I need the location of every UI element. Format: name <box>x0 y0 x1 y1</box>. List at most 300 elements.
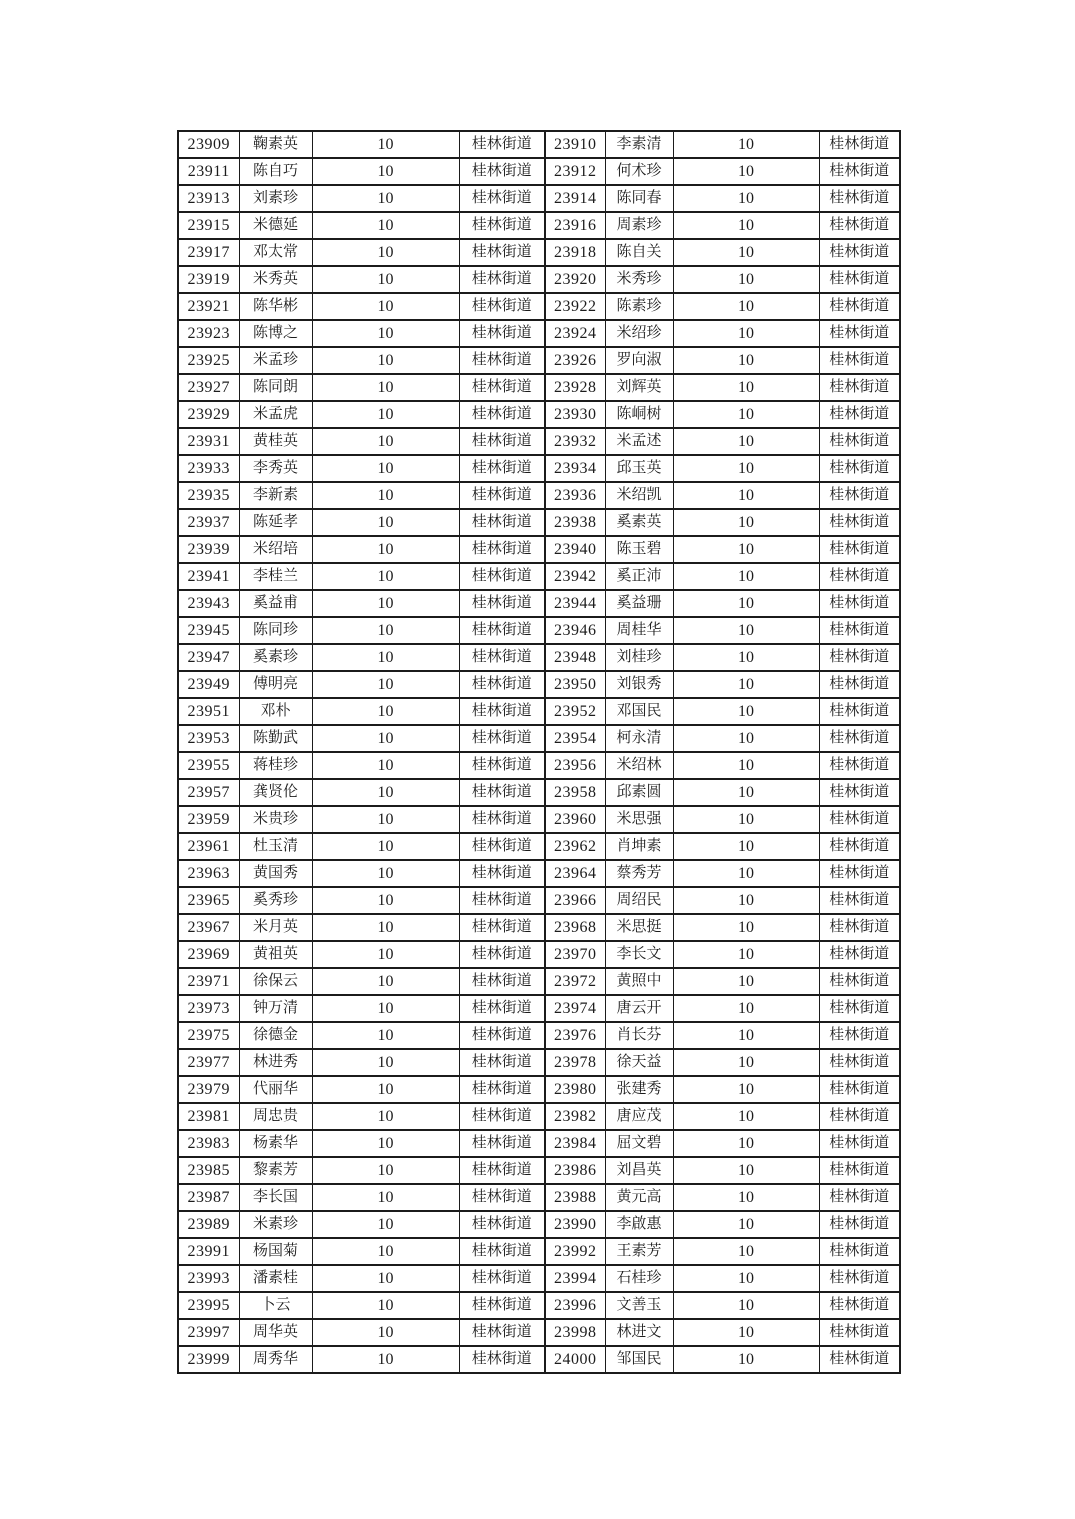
cell-right-score: 10 <box>673 779 819 806</box>
cell-right-id: 23976 <box>545 1022 605 1049</box>
cell-right-id: 23988 <box>545 1184 605 1211</box>
cell-right-street: 桂林街道 <box>819 401 900 428</box>
table-row <box>178 266 900 293</box>
cell-right-score: 10 <box>673 482 819 509</box>
cell-left-street: 桂林街道 <box>459 671 545 698</box>
cell-right-name: 唐应茂 <box>605 1103 673 1130</box>
cell-left-name: 杜玉清 <box>239 833 312 860</box>
cell-left-id: 23927 <box>178 374 239 401</box>
cell-left-name: 陈延孝 <box>239 509 312 536</box>
cell-left-name: 黄桂英 <box>239 428 312 455</box>
cell-left-street: 桂林街道 <box>459 212 545 239</box>
cell-left-id: 23933 <box>178 455 239 482</box>
cell-left-name: 李长国 <box>239 1184 312 1211</box>
cell-left-street: 桂林街道 <box>459 698 545 725</box>
table-row <box>178 131 900 158</box>
cell-left-id: 23911 <box>178 158 239 185</box>
cell-right-score: 10 <box>673 995 819 1022</box>
cell-right-street: 桂林街道 <box>819 590 900 617</box>
cell-left-street: 桂林街道 <box>459 968 545 995</box>
table-row <box>178 833 900 860</box>
cell-right-street: 桂林街道 <box>819 374 900 401</box>
cell-left-street: 桂林街道 <box>459 563 545 590</box>
cell-left-name: 黎素芳 <box>239 1157 312 1184</box>
cell-right-id: 23920 <box>545 266 605 293</box>
cell-left-name: 米绍培 <box>239 536 312 563</box>
cell-left-name: 米秀英 <box>239 266 312 293</box>
cell-right-name: 邱玉英 <box>605 455 673 482</box>
cell-left-score: 10 <box>312 374 459 401</box>
cell-left-id: 23991 <box>178 1238 239 1265</box>
cell-right-name: 米思强 <box>605 806 673 833</box>
table-row <box>178 509 900 536</box>
cell-left-score: 10 <box>312 1238 459 1265</box>
cell-left-score: 10 <box>312 185 459 212</box>
table-row <box>178 347 900 374</box>
cell-right-id: 23934 <box>545 455 605 482</box>
cell-right-street: 桂林街道 <box>819 725 900 752</box>
cell-left-name: 米孟虎 <box>239 401 312 428</box>
cell-left-name: 奚素珍 <box>239 644 312 671</box>
cell-left-street: 桂林街道 <box>459 644 545 671</box>
cell-right-street: 桂林街道 <box>819 860 900 887</box>
cell-left-name: 邓朴 <box>239 698 312 725</box>
cell-right-name: 陈玉碧 <box>605 536 673 563</box>
cell-left-street: 桂林街道 <box>459 779 545 806</box>
cell-right-name: 文善玉 <box>605 1292 673 1319</box>
cell-left-name: 杨素华 <box>239 1130 312 1157</box>
table-row <box>178 1319 900 1346</box>
cell-left-name: 蒋桂珍 <box>239 752 312 779</box>
cell-right-score: 10 <box>673 590 819 617</box>
table-row <box>178 1346 900 1373</box>
cell-left-score: 10 <box>312 1049 459 1076</box>
cell-left-id: 23997 <box>178 1319 239 1346</box>
cell-right-id: 23984 <box>545 1130 605 1157</box>
cell-right-score: 10 <box>673 1103 819 1130</box>
cell-right-id: 23990 <box>545 1211 605 1238</box>
cell-right-id: 23940 <box>545 536 605 563</box>
cell-left-street: 桂林街道 <box>459 1076 545 1103</box>
cell-right-name: 李素清 <box>605 131 673 158</box>
cell-right-street: 桂林街道 <box>819 1049 900 1076</box>
cell-right-street: 桂林街道 <box>819 482 900 509</box>
table-row <box>178 968 900 995</box>
cell-right-street: 桂林街道 <box>819 806 900 833</box>
cell-right-id: 23992 <box>545 1238 605 1265</box>
table-row <box>178 1022 900 1049</box>
cell-left-id: 23943 <box>178 590 239 617</box>
cell-right-name: 陈峒树 <box>605 401 673 428</box>
cell-right-score: 10 <box>673 1346 819 1373</box>
cell-right-street: 桂林街道 <box>819 1265 900 1292</box>
cell-left-name: 黄国秀 <box>239 860 312 887</box>
cell-left-street: 桂林街道 <box>459 428 545 455</box>
cell-right-id: 23944 <box>545 590 605 617</box>
table-row <box>178 563 900 590</box>
cell-left-name: 米素珍 <box>239 1211 312 1238</box>
cell-left-street: 桂林街道 <box>459 1103 545 1130</box>
cell-left-street: 桂林街道 <box>459 617 545 644</box>
cell-right-name: 米绍珍 <box>605 320 673 347</box>
cell-right-score: 10 <box>673 941 819 968</box>
cell-right-id: 23938 <box>545 509 605 536</box>
cell-left-street: 桂林街道 <box>459 1184 545 1211</box>
cell-left-score: 10 <box>312 212 459 239</box>
cell-left-id: 23945 <box>178 617 239 644</box>
cell-right-id: 23930 <box>545 401 605 428</box>
cell-left-score: 10 <box>312 1130 459 1157</box>
table-row <box>178 293 900 320</box>
cell-right-name: 邓国民 <box>605 698 673 725</box>
cell-left-name: 鞠素英 <box>239 131 312 158</box>
table-row <box>178 806 900 833</box>
cell-right-id: 23998 <box>545 1319 605 1346</box>
cell-right-street: 桂林街道 <box>819 1184 900 1211</box>
cell-right-score: 10 <box>673 1184 819 1211</box>
cell-right-id: 23996 <box>545 1292 605 1319</box>
cell-right-score: 10 <box>673 1211 819 1238</box>
table-row <box>178 779 900 806</box>
cell-right-score: 10 <box>673 374 819 401</box>
cell-right-name: 李长文 <box>605 941 673 968</box>
cell-right-street: 桂林街道 <box>819 1346 900 1373</box>
cell-left-score: 10 <box>312 1022 459 1049</box>
cell-right-street: 桂林街道 <box>819 455 900 482</box>
cell-right-name: 米绍凯 <box>605 482 673 509</box>
cell-right-score: 10 <box>673 968 819 995</box>
table-row <box>178 1184 900 1211</box>
cell-left-id: 23971 <box>178 968 239 995</box>
cell-right-score: 10 <box>673 158 819 185</box>
cell-right-street: 桂林街道 <box>819 914 900 941</box>
cell-right-street: 桂林街道 <box>819 347 900 374</box>
cell-left-score: 10 <box>312 752 459 779</box>
cell-right-name: 陈同春 <box>605 185 673 212</box>
cell-left-id: 23961 <box>178 833 239 860</box>
cell-right-score: 10 <box>673 725 819 752</box>
cell-right-id: 23918 <box>545 239 605 266</box>
cell-right-score: 10 <box>673 1130 819 1157</box>
cell-left-score: 10 <box>312 266 459 293</box>
cell-left-score: 10 <box>312 590 459 617</box>
cell-left-street: 桂林街道 <box>459 860 545 887</box>
cell-right-name: 周素珍 <box>605 212 673 239</box>
cell-right-name: 奚益珊 <box>605 590 673 617</box>
cell-right-street: 桂林街道 <box>819 266 900 293</box>
cell-left-score: 10 <box>312 347 459 374</box>
cell-right-score: 10 <box>673 887 819 914</box>
cell-left-street: 桂林街道 <box>459 887 545 914</box>
cell-left-name: 李桂兰 <box>239 563 312 590</box>
cell-left-id: 23917 <box>178 239 239 266</box>
cell-right-id: 23916 <box>545 212 605 239</box>
cell-left-name: 陈博之 <box>239 320 312 347</box>
cell-right-name: 张建秀 <box>605 1076 673 1103</box>
cell-left-score: 10 <box>312 887 459 914</box>
cell-left-id: 23931 <box>178 428 239 455</box>
cell-right-id: 23926 <box>545 347 605 374</box>
cell-left-name: 杨国菊 <box>239 1238 312 1265</box>
cell-right-score: 10 <box>673 131 819 158</box>
cell-left-id: 23973 <box>178 995 239 1022</box>
cell-right-id: 23986 <box>545 1157 605 1184</box>
cell-left-name: 米德延 <box>239 212 312 239</box>
table-row <box>178 887 900 914</box>
table-row <box>178 1076 900 1103</box>
table-row <box>178 1130 900 1157</box>
cell-left-id: 23975 <box>178 1022 239 1049</box>
cell-right-score: 10 <box>673 428 819 455</box>
cell-left-id: 23955 <box>178 752 239 779</box>
cell-left-name: 陈华彬 <box>239 293 312 320</box>
table-row <box>178 644 900 671</box>
cell-right-name: 米思挺 <box>605 914 673 941</box>
cell-left-street: 桂林街道 <box>459 914 545 941</box>
cell-right-id: 23922 <box>545 293 605 320</box>
cell-right-score: 10 <box>673 860 819 887</box>
cell-right-street: 桂林街道 <box>819 617 900 644</box>
cell-right-street: 桂林街道 <box>819 212 900 239</box>
cell-left-name: 林进秀 <box>239 1049 312 1076</box>
cell-right-name: 奚素英 <box>605 509 673 536</box>
table-row <box>178 1211 900 1238</box>
cell-left-id: 23959 <box>178 806 239 833</box>
cell-right-street: 桂林街道 <box>819 995 900 1022</box>
cell-left-name: 奚秀珍 <box>239 887 312 914</box>
cell-right-street: 桂林街道 <box>819 1292 900 1319</box>
cell-left-street: 桂林街道 <box>459 1157 545 1184</box>
cell-left-name: 周华英 <box>239 1319 312 1346</box>
cell-left-score: 10 <box>312 428 459 455</box>
cell-right-id: 23966 <box>545 887 605 914</box>
cell-right-name: 周桂华 <box>605 617 673 644</box>
cell-right-id: 24000 <box>545 1346 605 1373</box>
cell-right-id: 23910 <box>545 131 605 158</box>
cell-right-id: 23932 <box>545 428 605 455</box>
cell-left-street: 桂林街道 <box>459 1130 545 1157</box>
cell-left-name: 潘素桂 <box>239 1265 312 1292</box>
cell-left-name: 米贵珍 <box>239 806 312 833</box>
cell-right-id: 23946 <box>545 617 605 644</box>
cell-left-street: 桂林街道 <box>459 752 545 779</box>
cell-left-id: 23947 <box>178 644 239 671</box>
table-row <box>178 941 900 968</box>
cell-right-street: 桂林街道 <box>819 1022 900 1049</box>
cell-left-name: 徐德金 <box>239 1022 312 1049</box>
table-row <box>178 914 900 941</box>
cell-right-name: 柯永清 <box>605 725 673 752</box>
cell-right-id: 23958 <box>545 779 605 806</box>
cell-left-street: 桂林街道 <box>459 1265 545 1292</box>
cell-left-name: 黄祖英 <box>239 941 312 968</box>
table-row <box>178 752 900 779</box>
table-row <box>178 158 900 185</box>
cell-left-score: 10 <box>312 1292 459 1319</box>
cell-left-name: 傅明亮 <box>239 671 312 698</box>
cell-left-id: 23951 <box>178 698 239 725</box>
cell-left-id: 23977 <box>178 1049 239 1076</box>
cell-left-score: 10 <box>312 1265 459 1292</box>
cell-left-id: 23909 <box>178 131 239 158</box>
cell-left-street: 桂林街道 <box>459 455 545 482</box>
cell-left-id: 23915 <box>178 212 239 239</box>
table-row <box>178 320 900 347</box>
cell-left-name: 周秀华 <box>239 1346 312 1373</box>
table-row <box>178 212 900 239</box>
cell-left-street: 桂林街道 <box>459 347 545 374</box>
cell-right-name: 石桂珍 <box>605 1265 673 1292</box>
cell-left-street: 桂林街道 <box>459 725 545 752</box>
cell-left-score: 10 <box>312 536 459 563</box>
cell-right-name: 周绍民 <box>605 887 673 914</box>
cell-right-score: 10 <box>673 266 819 293</box>
cell-right-score: 10 <box>673 644 819 671</box>
cell-right-score: 10 <box>673 1319 819 1346</box>
cell-left-id: 23969 <box>178 941 239 968</box>
table-row <box>178 1157 900 1184</box>
cell-right-street: 桂林街道 <box>819 1103 900 1130</box>
table-row <box>178 671 900 698</box>
cell-left-street: 桂林街道 <box>459 401 545 428</box>
cell-left-id: 23989 <box>178 1211 239 1238</box>
cell-right-score: 10 <box>673 347 819 374</box>
cell-right-name: 米秀珍 <box>605 266 673 293</box>
cell-left-street: 桂林街道 <box>459 1049 545 1076</box>
cell-right-name: 肖坤素 <box>605 833 673 860</box>
cell-right-score: 10 <box>673 1292 819 1319</box>
cell-left-street: 桂林街道 <box>459 536 545 563</box>
cell-right-score: 10 <box>673 806 819 833</box>
cell-right-street: 桂林街道 <box>819 1319 900 1346</box>
cell-right-id: 23950 <box>545 671 605 698</box>
cell-right-id: 23928 <box>545 374 605 401</box>
cell-left-score: 10 <box>312 1211 459 1238</box>
cell-right-street: 桂林街道 <box>819 536 900 563</box>
cell-left-score: 10 <box>312 320 459 347</box>
cell-left-id: 23981 <box>178 1103 239 1130</box>
cell-right-name: 李啟惠 <box>605 1211 673 1238</box>
cell-right-name: 陈自关 <box>605 239 673 266</box>
cell-left-id: 23993 <box>178 1265 239 1292</box>
cell-left-street: 桂林街道 <box>459 1346 545 1373</box>
roster-table <box>177 130 901 1374</box>
cell-left-street: 桂林街道 <box>459 1022 545 1049</box>
cell-right-name: 刘昌英 <box>605 1157 673 1184</box>
cell-right-score: 10 <box>673 1022 819 1049</box>
cell-right-score: 10 <box>673 671 819 698</box>
cell-left-id: 23923 <box>178 320 239 347</box>
cell-left-id: 23987 <box>178 1184 239 1211</box>
cell-left-name: 周忠贵 <box>239 1103 312 1130</box>
cell-left-id: 23935 <box>178 482 239 509</box>
cell-left-street: 桂林街道 <box>459 995 545 1022</box>
cell-left-name: 邓太常 <box>239 239 312 266</box>
cell-right-street: 桂林街道 <box>819 1157 900 1184</box>
cell-right-id: 23954 <box>545 725 605 752</box>
cell-left-name: 卜云 <box>239 1292 312 1319</box>
cell-right-score: 10 <box>673 536 819 563</box>
cell-left-score: 10 <box>312 995 459 1022</box>
cell-left-id: 23919 <box>178 266 239 293</box>
cell-left-street: 桂林街道 <box>459 131 545 158</box>
cell-right-score: 10 <box>673 320 819 347</box>
cell-right-street: 桂林街道 <box>819 293 900 320</box>
cell-left-id: 23921 <box>178 293 239 320</box>
cell-right-id: 23960 <box>545 806 605 833</box>
cell-right-score: 10 <box>673 401 819 428</box>
cell-right-score: 10 <box>673 293 819 320</box>
cell-right-name: 米绍林 <box>605 752 673 779</box>
cell-right-id: 23942 <box>545 563 605 590</box>
cell-right-id: 23952 <box>545 698 605 725</box>
cell-left-score: 10 <box>312 293 459 320</box>
cell-left-score: 10 <box>312 1346 459 1373</box>
cell-right-name: 邱素圆 <box>605 779 673 806</box>
cell-right-name: 徐天益 <box>605 1049 673 1076</box>
cell-left-street: 桂林街道 <box>459 293 545 320</box>
table-row <box>178 401 900 428</box>
cell-right-street: 桂林街道 <box>819 671 900 698</box>
cell-left-name: 刘素珍 <box>239 185 312 212</box>
cell-left-street: 桂林街道 <box>459 482 545 509</box>
cell-right-score: 10 <box>673 239 819 266</box>
cell-right-name: 王素芳 <box>605 1238 673 1265</box>
cell-left-id: 23979 <box>178 1076 239 1103</box>
cell-left-id: 23937 <box>178 509 239 536</box>
table-row <box>178 617 900 644</box>
cell-right-id: 23978 <box>545 1049 605 1076</box>
cell-left-street: 桂林街道 <box>459 374 545 401</box>
cell-right-score: 10 <box>673 914 819 941</box>
cell-right-name: 刘银秀 <box>605 671 673 698</box>
table-row <box>178 428 900 455</box>
cell-right-street: 桂林街道 <box>819 1211 900 1238</box>
cell-left-score: 10 <box>312 1157 459 1184</box>
cell-left-name: 陈自巧 <box>239 158 312 185</box>
cell-right-id: 23968 <box>545 914 605 941</box>
cell-right-id: 23936 <box>545 482 605 509</box>
cell-right-id: 23994 <box>545 1265 605 1292</box>
cell-right-id: 23964 <box>545 860 605 887</box>
cell-right-score: 10 <box>673 1238 819 1265</box>
cell-right-street: 桂林街道 <box>819 158 900 185</box>
cell-right-name: 奚正沛 <box>605 563 673 590</box>
cell-left-score: 10 <box>312 1184 459 1211</box>
cell-left-id: 23949 <box>178 671 239 698</box>
cell-left-id: 23913 <box>178 185 239 212</box>
cell-left-id: 23995 <box>178 1292 239 1319</box>
cell-right-id: 23948 <box>545 644 605 671</box>
cell-left-street: 桂林街道 <box>459 1319 545 1346</box>
cell-right-id: 23914 <box>545 185 605 212</box>
cell-left-score: 10 <box>312 968 459 995</box>
cell-right-street: 桂林街道 <box>819 1238 900 1265</box>
table-row <box>178 455 900 482</box>
cell-left-street: 桂林街道 <box>459 833 545 860</box>
table-row <box>178 1238 900 1265</box>
cell-left-name: 钟万清 <box>239 995 312 1022</box>
cell-left-street: 桂林街道 <box>459 266 545 293</box>
cell-left-score: 10 <box>312 158 459 185</box>
cell-left-name: 龚贤伦 <box>239 779 312 806</box>
cell-left-score: 10 <box>312 1319 459 1346</box>
cell-right-score: 10 <box>673 617 819 644</box>
cell-left-id: 23963 <box>178 860 239 887</box>
table-row <box>178 698 900 725</box>
cell-right-id: 23962 <box>545 833 605 860</box>
cell-right-name: 邹国民 <box>605 1346 673 1373</box>
